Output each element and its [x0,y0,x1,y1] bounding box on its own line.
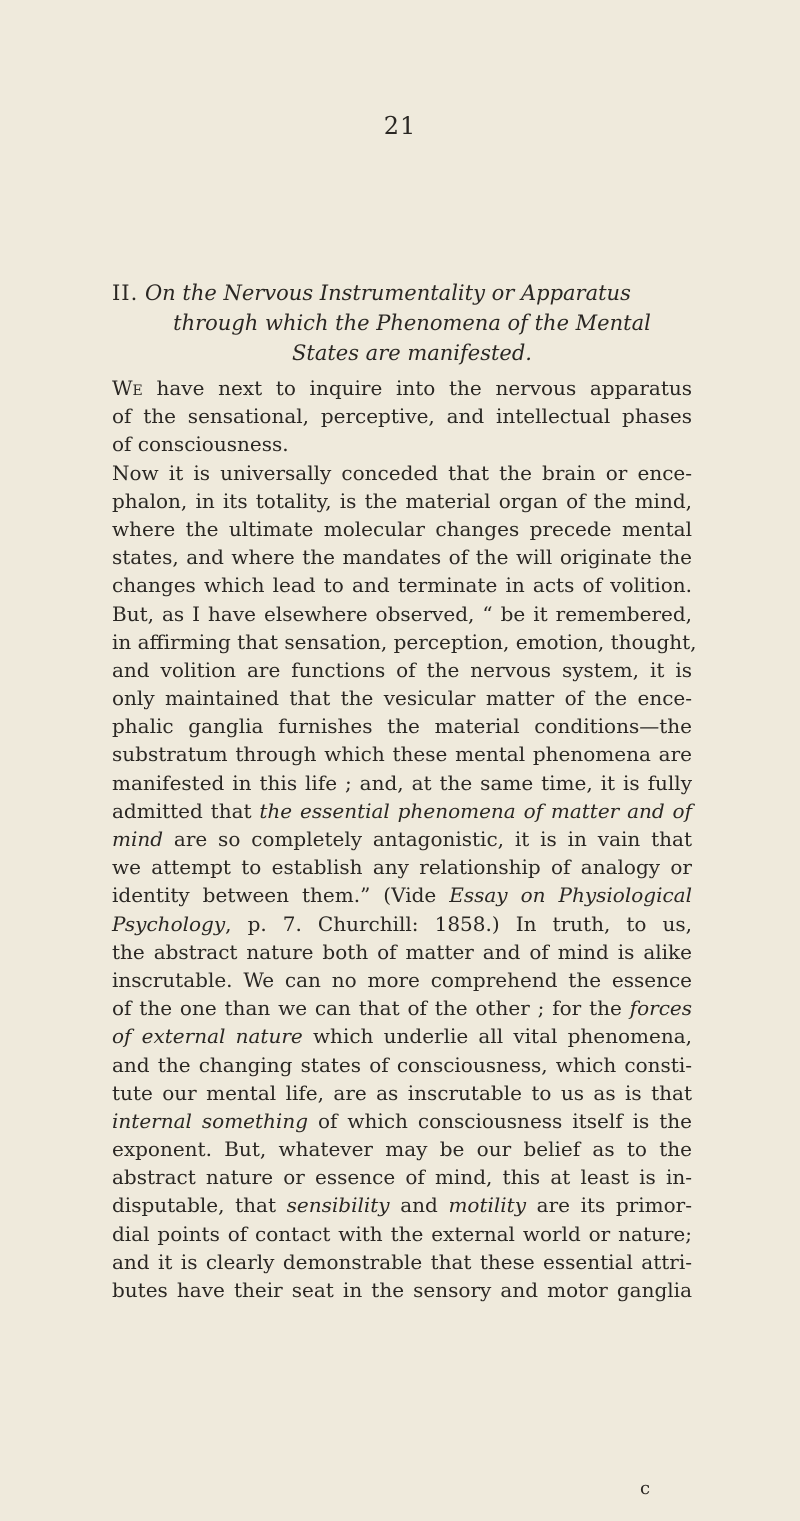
text-line: dial points of contact with the external world or nature; [112,1221,692,1246]
heading-title-part-1: On the Nervous Instrumentality or Apparatus [144,281,631,305]
section-numeral: II. [112,281,139,305]
text-line: identity between them.” (Vide Essay on Physiological [112,883,693,908]
text-line: and volition are functions of the nervous system, it is [112,657,692,682]
text-line: changes which lead to and terminate in acts of volition. [112,573,692,598]
heading-line-1 [112,278,712,308]
text-line: admitted that the essential phenomena of matter and of [112,798,692,823]
drop-word: We [112,376,143,400]
text-line: of the one than we can that of the other ; for the forces [112,996,692,1021]
text-line: We have next to inquire into the nervous apparatus [112,376,692,400]
heading-line-2: through which the Phenomena of the Mental [173,311,651,335]
text-line: butes have their seat in the sensory and motor ganglia [112,1278,692,1302]
text-line: in affirming that sensation, perception, emotion, thought, [112,629,697,654]
text-line: manifested in this life ; and, at the same time, it is fully [112,770,692,795]
text-line: abstract nature or essence of mind, this at least is in- [112,1165,692,1190]
text-line: phalic ganglia furnishes the material conditions—the [112,714,692,739]
text-line: exponent. But, whatever may be our belief as to the [112,1137,692,1162]
text-line: tute our mental life, are as inscrutable to us as is that [112,1080,692,1105]
text-line: we attempt to establish any relationship of analogy or [112,855,692,880]
heading-line-3: States are manifested. [292,341,532,365]
page-number: 21 [383,112,417,140]
text-line: mind are so completely antagonistic, it is in vain that [112,827,692,851]
text-line: disputable, that sensibility and motility are its primor- [112,1193,692,1218]
signature-mark: c [640,1478,651,1499]
text-line: of the sensational, perceptive, and intellectual phases [112,404,692,429]
text-line: phalon, in its totality, is the material organ of the mind, [112,488,692,513]
text-line: of consciousness. [112,432,289,457]
text-line: But, as I have elsewhere observed, “ be it remembered, [112,601,692,626]
text-line: internal something of which consciousness itself is the [112,1108,693,1133]
text-line: Psychology, p. 7. Churchill: 1858.) In truth, to us, [112,911,692,936]
body-text [112,374,697,1304]
text-line: where the ultimate molecular changes precede mental [112,516,692,541]
text-line: and it is clearly demonstrable that these essential attri- [112,1249,692,1274]
text-line: the abstract nature both of matter and of mind is alike [112,939,692,964]
text-line: Now it is universally conceded that the brain or ence- [112,460,692,485]
text-line: substratum through which these mental phenomena are [112,742,692,767]
text-line: and the changing states of consciousness, which consti- [112,1052,692,1077]
text-line: of external nature which underlie all vital phenomena, [112,1024,693,1049]
section-heading [112,278,712,368]
text-line: inscrutable. We can no more comprehend the essence [112,967,692,992]
text-line: states, and where the mandates of the will originate the [112,545,692,570]
text-line: only maintained that the vesicular matter of the ence- [112,686,692,711]
